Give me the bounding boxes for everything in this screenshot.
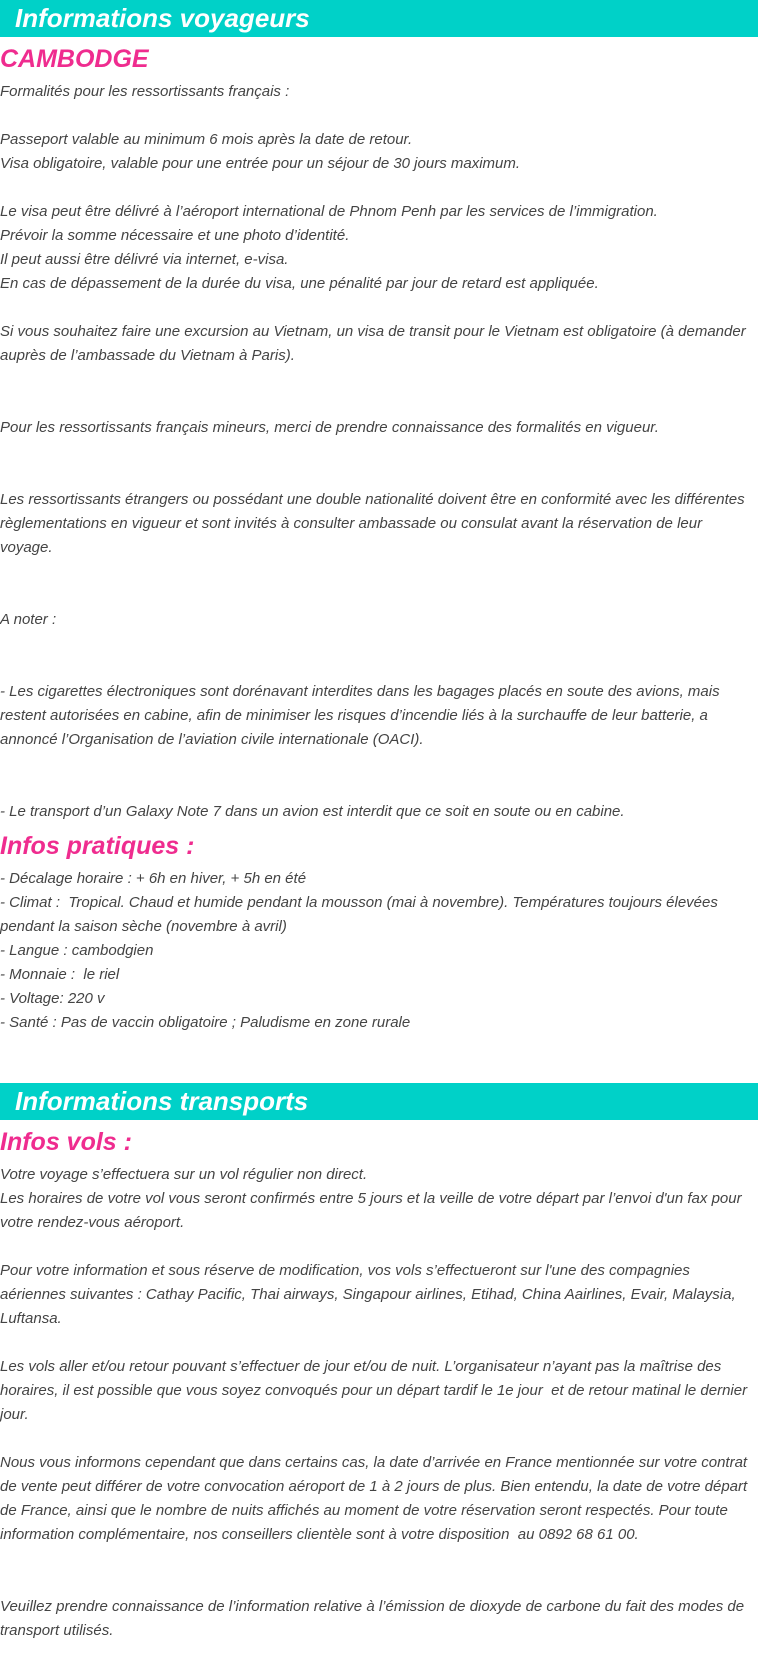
mineurs-text: Pour les ressortissants français mineurs, merci de prendre connaissance des formalités en vigueur. bbox=[0, 419, 659, 436]
pratique-item: - Climat : Tropical. Chaud et humide pendant la mousson (mai à novembre). Températures toujours élevées pendant la saison sèche (novembre à avril) bbox=[0, 894, 723, 935]
a-noter-label: A noter : bbox=[0, 611, 57, 628]
pratique-item: - Décalage horaire : + 6h en hiver, + 5h en été bbox=[0, 870, 307, 887]
passeport-text: Passeport valable au minimum 6 mois après la date de retour. bbox=[0, 131, 413, 148]
co2-text: Veuillez prendre connaissance de l’information relative à l’émission de dioxyde de carbone du fait des modes de transport utilisés. bbox=[0, 1598, 749, 1639]
etrangers-text: Les ressortissants étrangers ou possédant une double nationalité doivent être en conformité avec les différentes règlementations en vigueur et sont invités à consulter ambassade ou consulat avant la réservation de leur voyage. bbox=[0, 491, 749, 556]
visa-text: Visa obligatoire, valable pour une entrée pour un séjour de 30 jours maximum. bbox=[0, 155, 521, 172]
pratique-item: - Langue : cambodgien bbox=[0, 942, 154, 959]
horaires-text: Les horaires de votre vol vous seront confirmés entre 5 jours et la veille de votre départ par l’envoi d'un fax pour votre rendez-vous aéroport. bbox=[0, 1190, 746, 1231]
country-title: CAMBODGE bbox=[0, 45, 149, 73]
arrivee-text: Nous vous informons cependant que dans certains cas, la date d’arrivée en France mentionnée sur votre contrat de vente peut différer de votre convocation aéroport de 1 à 2 jours de plus. Bien entendu, la date de votre départ de France, ainsi que le nombre de nuits affichés au moment de votre réservation seront respectés. Pour toute information complémentaire, nos conseillers clientèle sont à votre disposition au 0892 68 61 00. bbox=[0, 1454, 752, 1543]
visa-aeroport-text: Le visa peut être délivré à l’aéroport international de Phnom Penh par les services de l’immigration. bbox=[0, 203, 658, 220]
formalites-intro: Formalités pour les ressortissants français : bbox=[0, 83, 290, 100]
vol-regulier-text: Votre voyage s’effectuera sur un vol régulier non direct. bbox=[0, 1166, 368, 1183]
evisa-text: Il peut aussi être délivré via internet, e-visa. bbox=[0, 251, 289, 268]
infos-pratiques-heading: Infos pratiques : bbox=[0, 832, 195, 860]
pratique-item: - Voltage: 220 v bbox=[0, 990, 105, 1007]
compagnies-text: Pour votre information et sous réserve de modification, vos vols s’effectueront sur l'une des compagnies aériennes suivantes : Cathay Pacific, Thai airways, Singapour airlines, Etihad, China Aairlines, Evair, Malaysia, Luftansa. bbox=[0, 1262, 740, 1327]
pratique-item: - Monnaie : le riel bbox=[0, 966, 120, 983]
cigarettes-note: - Les cigarettes électroniques sont dorénavant interdites dans les bagages placés en soute des avions, mais restent autorisées en cabine, afin de minimiser les risques d’incendie liés à la surchauffe de leur batterie, a annoncé l’Organisation de l’aviation civile internationale (OACI). bbox=[0, 683, 724, 748]
vietnam-text: Si vous souhaitez faire une excursion au Vietnam, un visa de transit pour le Vietnam est obligatoire (à demander auprès de l’ambassade du Vietnam à Paris). bbox=[0, 323, 750, 364]
nuit-text: Les vols aller et/ou retour pouvant s’effectuer de jour et/ou de nuit. L’organisateur n’ayant pas la maîtrise des horaires, il est possible que vous soyez convoqués pour un départ tardif le 1e jour et de retour matinal le dernier jour. bbox=[0, 1358, 752, 1423]
section-banner-voyageurs: Informations voyageurs bbox=[0, 0, 758, 37]
prevoir-text: Prévoir la somme nécessaire et une photo d’identité. bbox=[0, 227, 350, 244]
infos-vols-heading: Infos vols : bbox=[0, 1128, 132, 1156]
pratique-item: - Santé : Pas de vaccin obligatoire ; Paludisme en zone rurale bbox=[0, 1014, 411, 1031]
section-banner-transports: Informations transports bbox=[0, 1083, 758, 1120]
penalite-text: En cas de dépassement de la durée du visa, une pénalité par jour de retard est appliquée. bbox=[0, 275, 599, 292]
galaxy-note: - Le transport d’un Galaxy Note 7 dans un avion est interdit que ce soit en soute ou en cabine. bbox=[0, 803, 625, 820]
